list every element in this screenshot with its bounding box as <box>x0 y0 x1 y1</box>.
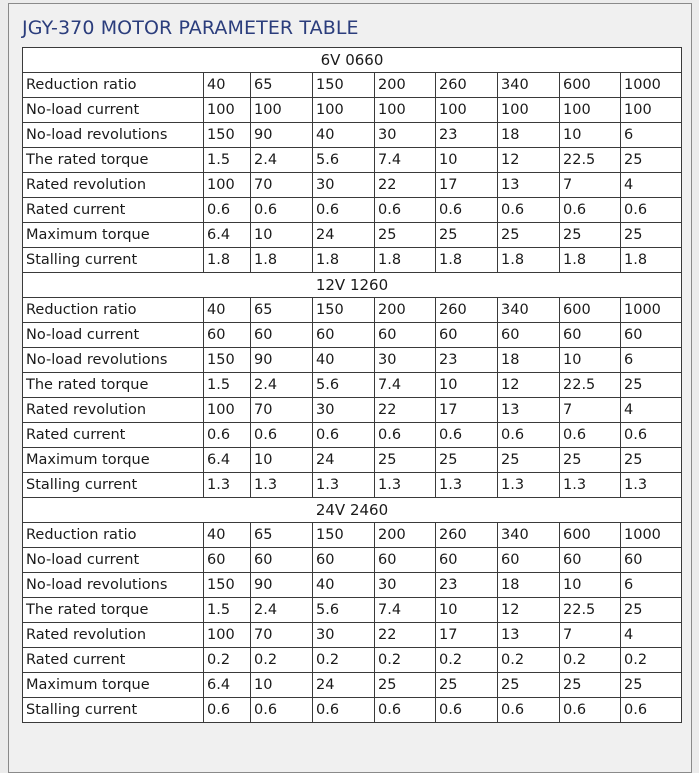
table-cell: 65 <box>251 73 313 98</box>
table-cell: 100 <box>204 398 251 423</box>
table-cell: 40 <box>204 523 251 548</box>
table-cell: 260 <box>436 298 498 323</box>
table-cell: 1.5 <box>204 373 251 398</box>
table-cell: 7.4 <box>375 373 436 398</box>
row-label: The rated torque <box>23 148 204 173</box>
table-row <box>23 98 682 123</box>
table-cell: 600 <box>560 523 621 548</box>
table-cell: 0.6 <box>498 198 560 223</box>
table-cell: 18 <box>498 123 560 148</box>
table-cell: 1.3 <box>375 473 436 498</box>
table-cell: 0.6 <box>375 698 436 723</box>
table-cell: 18 <box>498 573 560 598</box>
table-cell: 6.4 <box>204 448 251 473</box>
table-cell: 25 <box>621 448 682 473</box>
table-cell: 17 <box>436 398 498 423</box>
table-cell: 1000 <box>621 523 682 548</box>
table-cell: 25 <box>621 148 682 173</box>
table-cell: 25 <box>560 448 621 473</box>
table-cell: 30 <box>313 173 375 198</box>
table-cell: 30 <box>313 398 375 423</box>
row-label: No-load revolutions <box>23 123 204 148</box>
table-cell: 1.8 <box>375 248 436 273</box>
table-cell: 100 <box>560 98 621 123</box>
table-cell: 30 <box>375 348 436 373</box>
section-header: 12V 1260 <box>23 273 682 298</box>
table-cell: 100 <box>204 173 251 198</box>
table-cell: 22.5 <box>560 598 621 623</box>
table-cell: 90 <box>251 573 313 598</box>
table-cell: 60 <box>498 323 560 348</box>
row-label: Rated current <box>23 648 204 673</box>
table-row <box>23 198 682 223</box>
table-cell: 150 <box>204 348 251 373</box>
table-cell: 13 <box>498 623 560 648</box>
table-cell: 0.2 <box>375 648 436 673</box>
table-cell: 0.6 <box>436 423 498 448</box>
table-cell: 100 <box>251 98 313 123</box>
table-cell: 40 <box>204 73 251 98</box>
table-cell: 10 <box>251 673 313 698</box>
table-cell: 100 <box>204 98 251 123</box>
table-cell: 1.8 <box>621 248 682 273</box>
table-cell: 65 <box>251 523 313 548</box>
table-cell: 13 <box>498 398 560 423</box>
table-cell: 0.2 <box>560 648 621 673</box>
section-header: 24V 2460 <box>23 498 682 523</box>
table-cell: 60 <box>313 323 375 348</box>
table-cell: 0.6 <box>436 198 498 223</box>
table-cell: 2.4 <box>251 598 313 623</box>
table-cell: 70 <box>251 173 313 198</box>
table-cell: 12 <box>498 148 560 173</box>
table-cell: 340 <box>498 523 560 548</box>
table-cell: 60 <box>313 548 375 573</box>
table-cell: 1.3 <box>560 473 621 498</box>
table-row <box>23 448 682 473</box>
table-row <box>23 123 682 148</box>
table-cell: 5.6 <box>313 373 375 398</box>
table-cell: 1000 <box>621 73 682 98</box>
table-cell: 10 <box>251 223 313 248</box>
table-cell: 18 <box>498 348 560 373</box>
table-cell: 12 <box>498 373 560 398</box>
table-row <box>23 548 682 573</box>
table-cell: 150 <box>313 73 375 98</box>
table-cell: 60 <box>251 548 313 573</box>
table-cell: 340 <box>498 73 560 98</box>
table-cell: 100 <box>621 98 682 123</box>
table-cell: 5.6 <box>313 598 375 623</box>
row-label: No-load revolutions <box>23 348 204 373</box>
table-row <box>23 623 682 648</box>
table-cell: 150 <box>204 123 251 148</box>
table-cell: 0.6 <box>436 698 498 723</box>
table-cell: 1.3 <box>498 473 560 498</box>
row-label: Stalling current <box>23 473 204 498</box>
table-row <box>23 573 682 598</box>
table-cell: 0.6 <box>621 423 682 448</box>
table-cell: 0.6 <box>560 698 621 723</box>
table-cell: 0.6 <box>498 423 560 448</box>
table-cell: 25 <box>621 673 682 698</box>
table-cell: 30 <box>375 573 436 598</box>
table-cell: 0.2 <box>621 648 682 673</box>
row-label: Maximum torque <box>23 673 204 698</box>
table-cell: 22 <box>375 173 436 198</box>
table-cell: 260 <box>436 523 498 548</box>
table-cell: 1.8 <box>436 248 498 273</box>
section-header-row <box>23 48 682 73</box>
table-row <box>23 73 682 98</box>
table-cell: 600 <box>560 73 621 98</box>
table-cell: 1.8 <box>560 248 621 273</box>
table-cell: 40 <box>204 298 251 323</box>
table-cell: 200 <box>375 73 436 98</box>
table-cell: 10 <box>251 448 313 473</box>
row-label: The rated torque <box>23 373 204 398</box>
table-cell: 24 <box>313 673 375 698</box>
table-cell: 100 <box>204 623 251 648</box>
table-cell: 65 <box>251 298 313 323</box>
row-label: Rated revolution <box>23 173 204 198</box>
table-cell: 60 <box>498 548 560 573</box>
row-label: Rated current <box>23 423 204 448</box>
table-cell: 60 <box>560 548 621 573</box>
table-cell: 22 <box>375 398 436 423</box>
table-row <box>23 473 682 498</box>
table-cell: 60 <box>375 548 436 573</box>
table-cell: 0.6 <box>498 698 560 723</box>
table-cell: 10 <box>436 373 498 398</box>
table-cell: 0.6 <box>621 698 682 723</box>
table-cell: 25 <box>375 223 436 248</box>
table-cell: 6.4 <box>204 673 251 698</box>
table-row <box>23 148 682 173</box>
table-row <box>23 323 682 348</box>
table-cell: 0.6 <box>251 423 313 448</box>
table-cell: 70 <box>251 623 313 648</box>
table-cell: 30 <box>313 623 375 648</box>
row-label: Reduction ratio <box>23 298 204 323</box>
table-cell: 100 <box>498 98 560 123</box>
table-cell: 1.3 <box>436 473 498 498</box>
table-cell: 22.5 <box>560 148 621 173</box>
table-cell: 25 <box>436 223 498 248</box>
table-cell: 0.6 <box>375 423 436 448</box>
table-cell: 6 <box>621 573 682 598</box>
section-header: 6V 0660 <box>23 48 682 73</box>
table-cell: 1.5 <box>204 598 251 623</box>
table-cell: 25 <box>498 448 560 473</box>
table-cell: 10 <box>436 148 498 173</box>
table-cell: 0.2 <box>313 648 375 673</box>
table-cell: 0.6 <box>560 198 621 223</box>
table-cell: 1.3 <box>204 473 251 498</box>
row-label: Reduction ratio <box>23 73 204 98</box>
table-cell: 100 <box>375 98 436 123</box>
table-cell: 60 <box>621 323 682 348</box>
table-cell: 0.2 <box>204 648 251 673</box>
table-row <box>23 648 682 673</box>
table-cell: 7 <box>560 173 621 198</box>
table-cell: 60 <box>204 548 251 573</box>
table-cell: 10 <box>560 573 621 598</box>
table-cell: 23 <box>436 348 498 373</box>
table-row <box>23 423 682 448</box>
table-cell: 17 <box>436 623 498 648</box>
table-cell: 2.4 <box>251 373 313 398</box>
table-cell: 40 <box>313 573 375 598</box>
table-row <box>23 698 682 723</box>
table-row <box>23 373 682 398</box>
row-label: Rated revolution <box>23 398 204 423</box>
table-cell: 5.6 <box>313 148 375 173</box>
table-cell: 260 <box>436 73 498 98</box>
table-cell: 4 <box>621 398 682 423</box>
table-cell: 0.6 <box>251 198 313 223</box>
table-cell: 0.6 <box>313 198 375 223</box>
table-cell: 25 <box>436 448 498 473</box>
table-cell: 0.6 <box>621 198 682 223</box>
table-cell: 7 <box>560 398 621 423</box>
table-cell: 60 <box>560 323 621 348</box>
table-cell: 22 <box>375 623 436 648</box>
table-cell: 25 <box>498 673 560 698</box>
table-cell: 0.6 <box>560 423 621 448</box>
table-cell: 0.6 <box>204 698 251 723</box>
table-cell: 6 <box>621 348 682 373</box>
row-label: No-load revolutions <box>23 573 204 598</box>
table-cell: 70 <box>251 398 313 423</box>
table-row <box>23 173 682 198</box>
row-label: Stalling current <box>23 698 204 723</box>
table-cell: 1.5 <box>204 148 251 173</box>
table-cell: 40 <box>313 348 375 373</box>
table-cell: 0.2 <box>498 648 560 673</box>
table-cell: 1.3 <box>251 473 313 498</box>
row-label: Stalling current <box>23 248 204 273</box>
table-cell: 60 <box>436 548 498 573</box>
table-cell: 60 <box>375 323 436 348</box>
row-label: Maximum torque <box>23 223 204 248</box>
table-cell: 25 <box>375 673 436 698</box>
table-row <box>23 598 682 623</box>
table-cell: 25 <box>621 373 682 398</box>
table-cell: 60 <box>621 548 682 573</box>
table-cell: 150 <box>313 523 375 548</box>
row-label: The rated torque <box>23 598 204 623</box>
table-cell: 60 <box>204 323 251 348</box>
table-cell: 4 <box>621 173 682 198</box>
table-row <box>23 523 682 548</box>
table-cell: 25 <box>436 673 498 698</box>
row-label: No-load current <box>23 98 204 123</box>
table-cell: 10 <box>436 598 498 623</box>
section-header-row <box>23 273 682 298</box>
row-label: No-load current <box>23 323 204 348</box>
table-cell: 0.6 <box>251 698 313 723</box>
table-cell: 0.6 <box>375 198 436 223</box>
table-cell: 23 <box>436 573 498 598</box>
table-cell: 1.8 <box>204 248 251 273</box>
table-row <box>23 673 682 698</box>
table-cell: 30 <box>375 123 436 148</box>
table-cell: 0.2 <box>251 648 313 673</box>
table-cell: 24 <box>313 223 375 248</box>
table-cell: 25 <box>621 223 682 248</box>
table-cell: 1.8 <box>498 248 560 273</box>
motor-parameter-table <box>22 47 682 723</box>
table-cell: 60 <box>251 323 313 348</box>
row-label: Maximum torque <box>23 448 204 473</box>
table-cell: 0.6 <box>204 423 251 448</box>
table-cell: 10 <box>560 348 621 373</box>
table-cell: 0.2 <box>436 648 498 673</box>
table-row <box>23 248 682 273</box>
row-label: Rated revolution <box>23 623 204 648</box>
table-cell: 1000 <box>621 298 682 323</box>
table-cell: 2.4 <box>251 148 313 173</box>
table-cell: 200 <box>375 523 436 548</box>
table-cell: 1.8 <box>251 248 313 273</box>
table-cell: 13 <box>498 173 560 198</box>
table-cell: 60 <box>436 323 498 348</box>
table-cell: 0.6 <box>204 198 251 223</box>
table-cell: 100 <box>436 98 498 123</box>
table-cell: 150 <box>204 573 251 598</box>
table-cell: 340 <box>498 298 560 323</box>
table-cell: 4 <box>621 623 682 648</box>
table-cell: 6.4 <box>204 223 251 248</box>
page-title: JGY-370 MOTOR PARAMETER TABLE <box>22 17 359 39</box>
table-cell: 1.8 <box>313 248 375 273</box>
table-cell: 200 <box>375 298 436 323</box>
table-cell: 1.3 <box>313 473 375 498</box>
table-row <box>23 348 682 373</box>
table-cell: 17 <box>436 173 498 198</box>
row-label: No-load current <box>23 548 204 573</box>
table-cell: 90 <box>251 348 313 373</box>
row-label: Rated current <box>23 198 204 223</box>
table-row <box>23 298 682 323</box>
table-cell: 25 <box>375 448 436 473</box>
table-cell: 7.4 <box>375 148 436 173</box>
table-cell: 25 <box>560 223 621 248</box>
table-cell: 7.4 <box>375 598 436 623</box>
table-cell: 10 <box>560 123 621 148</box>
table-cell: 600 <box>560 298 621 323</box>
table-cell: 25 <box>560 673 621 698</box>
table-cell: 24 <box>313 448 375 473</box>
table-cell: 25 <box>621 598 682 623</box>
table-cell: 40 <box>313 123 375 148</box>
table-cell: 150 <box>313 298 375 323</box>
table-cell: 100 <box>313 98 375 123</box>
table-cell: 6 <box>621 123 682 148</box>
table-cell: 0.6 <box>313 423 375 448</box>
table-cell: 1.3 <box>621 473 682 498</box>
table-cell: 25 <box>498 223 560 248</box>
table-cell: 7 <box>560 623 621 648</box>
table-cell: 22.5 <box>560 373 621 398</box>
table-row <box>23 398 682 423</box>
section-header-row <box>23 498 682 523</box>
row-label: Reduction ratio <box>23 523 204 548</box>
table-cell: 0.6 <box>313 698 375 723</box>
table-cell: 90 <box>251 123 313 148</box>
table-row <box>23 223 682 248</box>
table-cell: 12 <box>498 598 560 623</box>
table-cell: 23 <box>436 123 498 148</box>
